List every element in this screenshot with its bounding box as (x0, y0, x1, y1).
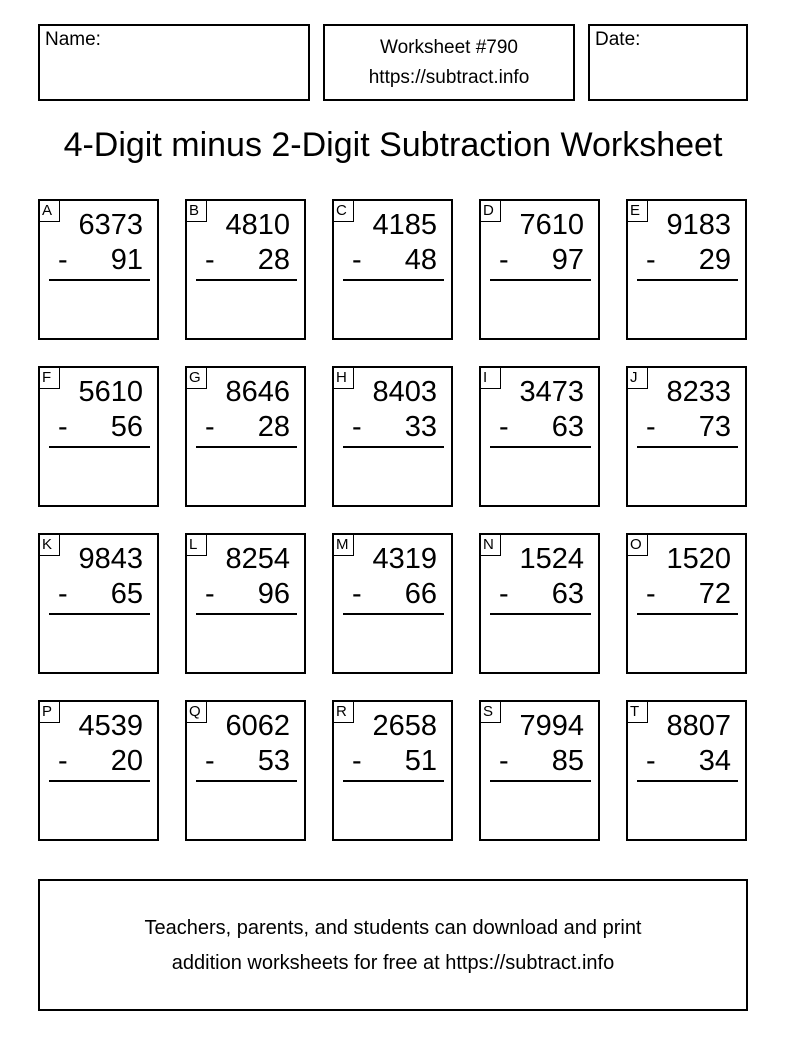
answer-line (490, 279, 591, 281)
problem-card-b[interactable] (185, 199, 306, 340)
problem-letter: R (334, 702, 354, 723)
minuend: 4539 (78, 710, 143, 742)
problem-card-h[interactable] (332, 366, 453, 507)
problem-card-n[interactable] (479, 533, 600, 674)
answer-line (196, 613, 297, 615)
subtrahend: 33 (404, 411, 437, 443)
subtrahend: 91 (110, 244, 143, 276)
problem-letter: B (187, 201, 207, 222)
answer-line (196, 446, 297, 448)
minuend: 4810 (225, 209, 290, 241)
name-field[interactable] (38, 24, 310, 101)
answer-line (343, 279, 444, 281)
problem-letter: G (187, 368, 207, 389)
minuend: 6062 (225, 710, 290, 742)
minus-sign: - (58, 745, 68, 777)
problem-letter: L (187, 535, 207, 556)
answer-line (490, 446, 591, 448)
date-field[interactable] (588, 24, 748, 101)
answer-line (490, 780, 591, 782)
problem-letter: C (334, 201, 354, 222)
problem-card-o[interactable] (626, 533, 747, 674)
problem-letter: I (481, 368, 501, 389)
subtrahend: 56 (110, 411, 143, 443)
problem-card-e[interactable] (626, 199, 747, 340)
answer-line (637, 279, 738, 281)
problem-card-p[interactable] (38, 700, 159, 841)
answer-line (49, 446, 150, 448)
minus-sign: - (352, 244, 362, 276)
problem-card-m[interactable] (332, 533, 453, 674)
problem-letter: A (40, 201, 60, 222)
subtrahend: 51 (404, 745, 437, 777)
problem-letter: J (628, 368, 648, 389)
subtrahend: 48 (404, 244, 437, 276)
problem-letter: Q (187, 702, 207, 723)
problem-card-c[interactable] (332, 199, 453, 340)
minuend: 7994 (519, 710, 584, 742)
minuend: 1524 (519, 543, 584, 575)
minus-sign: - (646, 578, 656, 610)
minuend: 7610 (519, 209, 584, 241)
subtrahend: 66 (404, 578, 437, 610)
minus-sign: - (205, 745, 215, 777)
answer-line (49, 279, 150, 281)
problem-letter: E (628, 201, 648, 222)
answer-line (343, 446, 444, 448)
minuend: 8254 (225, 543, 290, 575)
problem-card-g[interactable] (185, 366, 306, 507)
problem-card-r[interactable] (332, 700, 453, 841)
problem-card-d[interactable] (479, 199, 600, 340)
subtrahend: 72 (698, 578, 731, 610)
minuend: 8233 (666, 376, 731, 408)
subtrahend: 97 (551, 244, 584, 276)
problem-letter: T (628, 702, 648, 723)
worksheet-title: 4-Digit minus 2-Digit Subtraction Worksheet (63, 126, 723, 164)
problem-card-s[interactable] (479, 700, 600, 841)
minuend: 8646 (225, 376, 290, 408)
problem-card-j[interactable] (626, 366, 747, 507)
subtrahend: 63 (551, 411, 584, 443)
subtrahend: 28 (257, 411, 290, 443)
minus-sign: - (205, 578, 215, 610)
minus-sign: - (352, 745, 362, 777)
subtrahend: 63 (551, 578, 584, 610)
answer-line (49, 780, 150, 782)
problem-letter: M (334, 535, 354, 556)
subtrahend: 53 (257, 745, 290, 777)
answer-line (490, 613, 591, 615)
minus-sign: - (646, 411, 656, 443)
problem-card-l[interactable] (185, 533, 306, 674)
minuend: 6373 (78, 209, 143, 241)
problem-letter: N (481, 535, 501, 556)
name-label: Name: (45, 29, 101, 50)
answer-line (196, 279, 297, 281)
minus-sign: - (499, 745, 509, 777)
minuend: 2658 (372, 710, 437, 742)
minus-sign: - (646, 745, 656, 777)
minuend: 4319 (372, 543, 437, 575)
subtrahend: 28 (257, 244, 290, 276)
answer-line (343, 780, 444, 782)
minuend: 3473 (519, 376, 584, 408)
minus-sign: - (499, 411, 509, 443)
minus-sign: - (352, 411, 362, 443)
problem-card-i[interactable] (479, 366, 600, 507)
minuend: 9183 (666, 209, 731, 241)
problem-letter: S (481, 702, 501, 723)
problem-card-f[interactable] (38, 366, 159, 507)
subtrahend: 29 (698, 244, 731, 276)
worksheet-url: https://subtract.info (368, 67, 530, 88)
problem-letter: H (334, 368, 354, 389)
minuend: 8403 (372, 376, 437, 408)
subtrahend: 20 (110, 745, 143, 777)
subtrahend: 96 (257, 578, 290, 610)
minus-sign: - (499, 578, 509, 610)
footer-text-line-2: addition worksheets for free at https://subtract.info (171, 952, 615, 974)
minus-sign: - (352, 578, 362, 610)
subtrahend: 65 (110, 578, 143, 610)
problem-letter: O (628, 535, 648, 556)
answer-line (637, 780, 738, 782)
minus-sign: - (58, 411, 68, 443)
worksheet-info-box (323, 24, 575, 101)
answer-line (637, 446, 738, 448)
minus-sign: - (499, 244, 509, 276)
problem-card-t[interactable] (626, 700, 747, 841)
minus-sign: - (58, 578, 68, 610)
problem-card-q[interactable] (185, 700, 306, 841)
answer-line (49, 613, 150, 615)
problem-letter: K (40, 535, 60, 556)
problem-letter: D (481, 201, 501, 222)
minuend: 1520 (666, 543, 731, 575)
footer-box (38, 879, 748, 1011)
problem-card-k[interactable] (38, 533, 159, 674)
footer-text-line-1: Teachers, parents, and students can download and print (144, 917, 642, 939)
date-label: Date: (595, 29, 641, 50)
minuend: 9843 (78, 543, 143, 575)
minus-sign: - (205, 411, 215, 443)
answer-line (343, 613, 444, 615)
subtrahend: 34 (698, 745, 731, 777)
minuend: 5610 (78, 376, 143, 408)
problem-card-a[interactable] (38, 199, 159, 340)
minus-sign: - (205, 244, 215, 276)
answer-line (637, 613, 738, 615)
answer-line (196, 780, 297, 782)
subtrahend: 73 (698, 411, 731, 443)
minuend: 4185 (372, 209, 437, 241)
worksheet-number: Worksheet #790 (379, 37, 518, 58)
minuend: 8807 (666, 710, 731, 742)
subtrahend: 85 (551, 745, 584, 777)
minus-sign: - (58, 244, 68, 276)
minus-sign: - (646, 244, 656, 276)
problem-letter: P (40, 702, 60, 723)
problem-letter: F (40, 368, 60, 389)
